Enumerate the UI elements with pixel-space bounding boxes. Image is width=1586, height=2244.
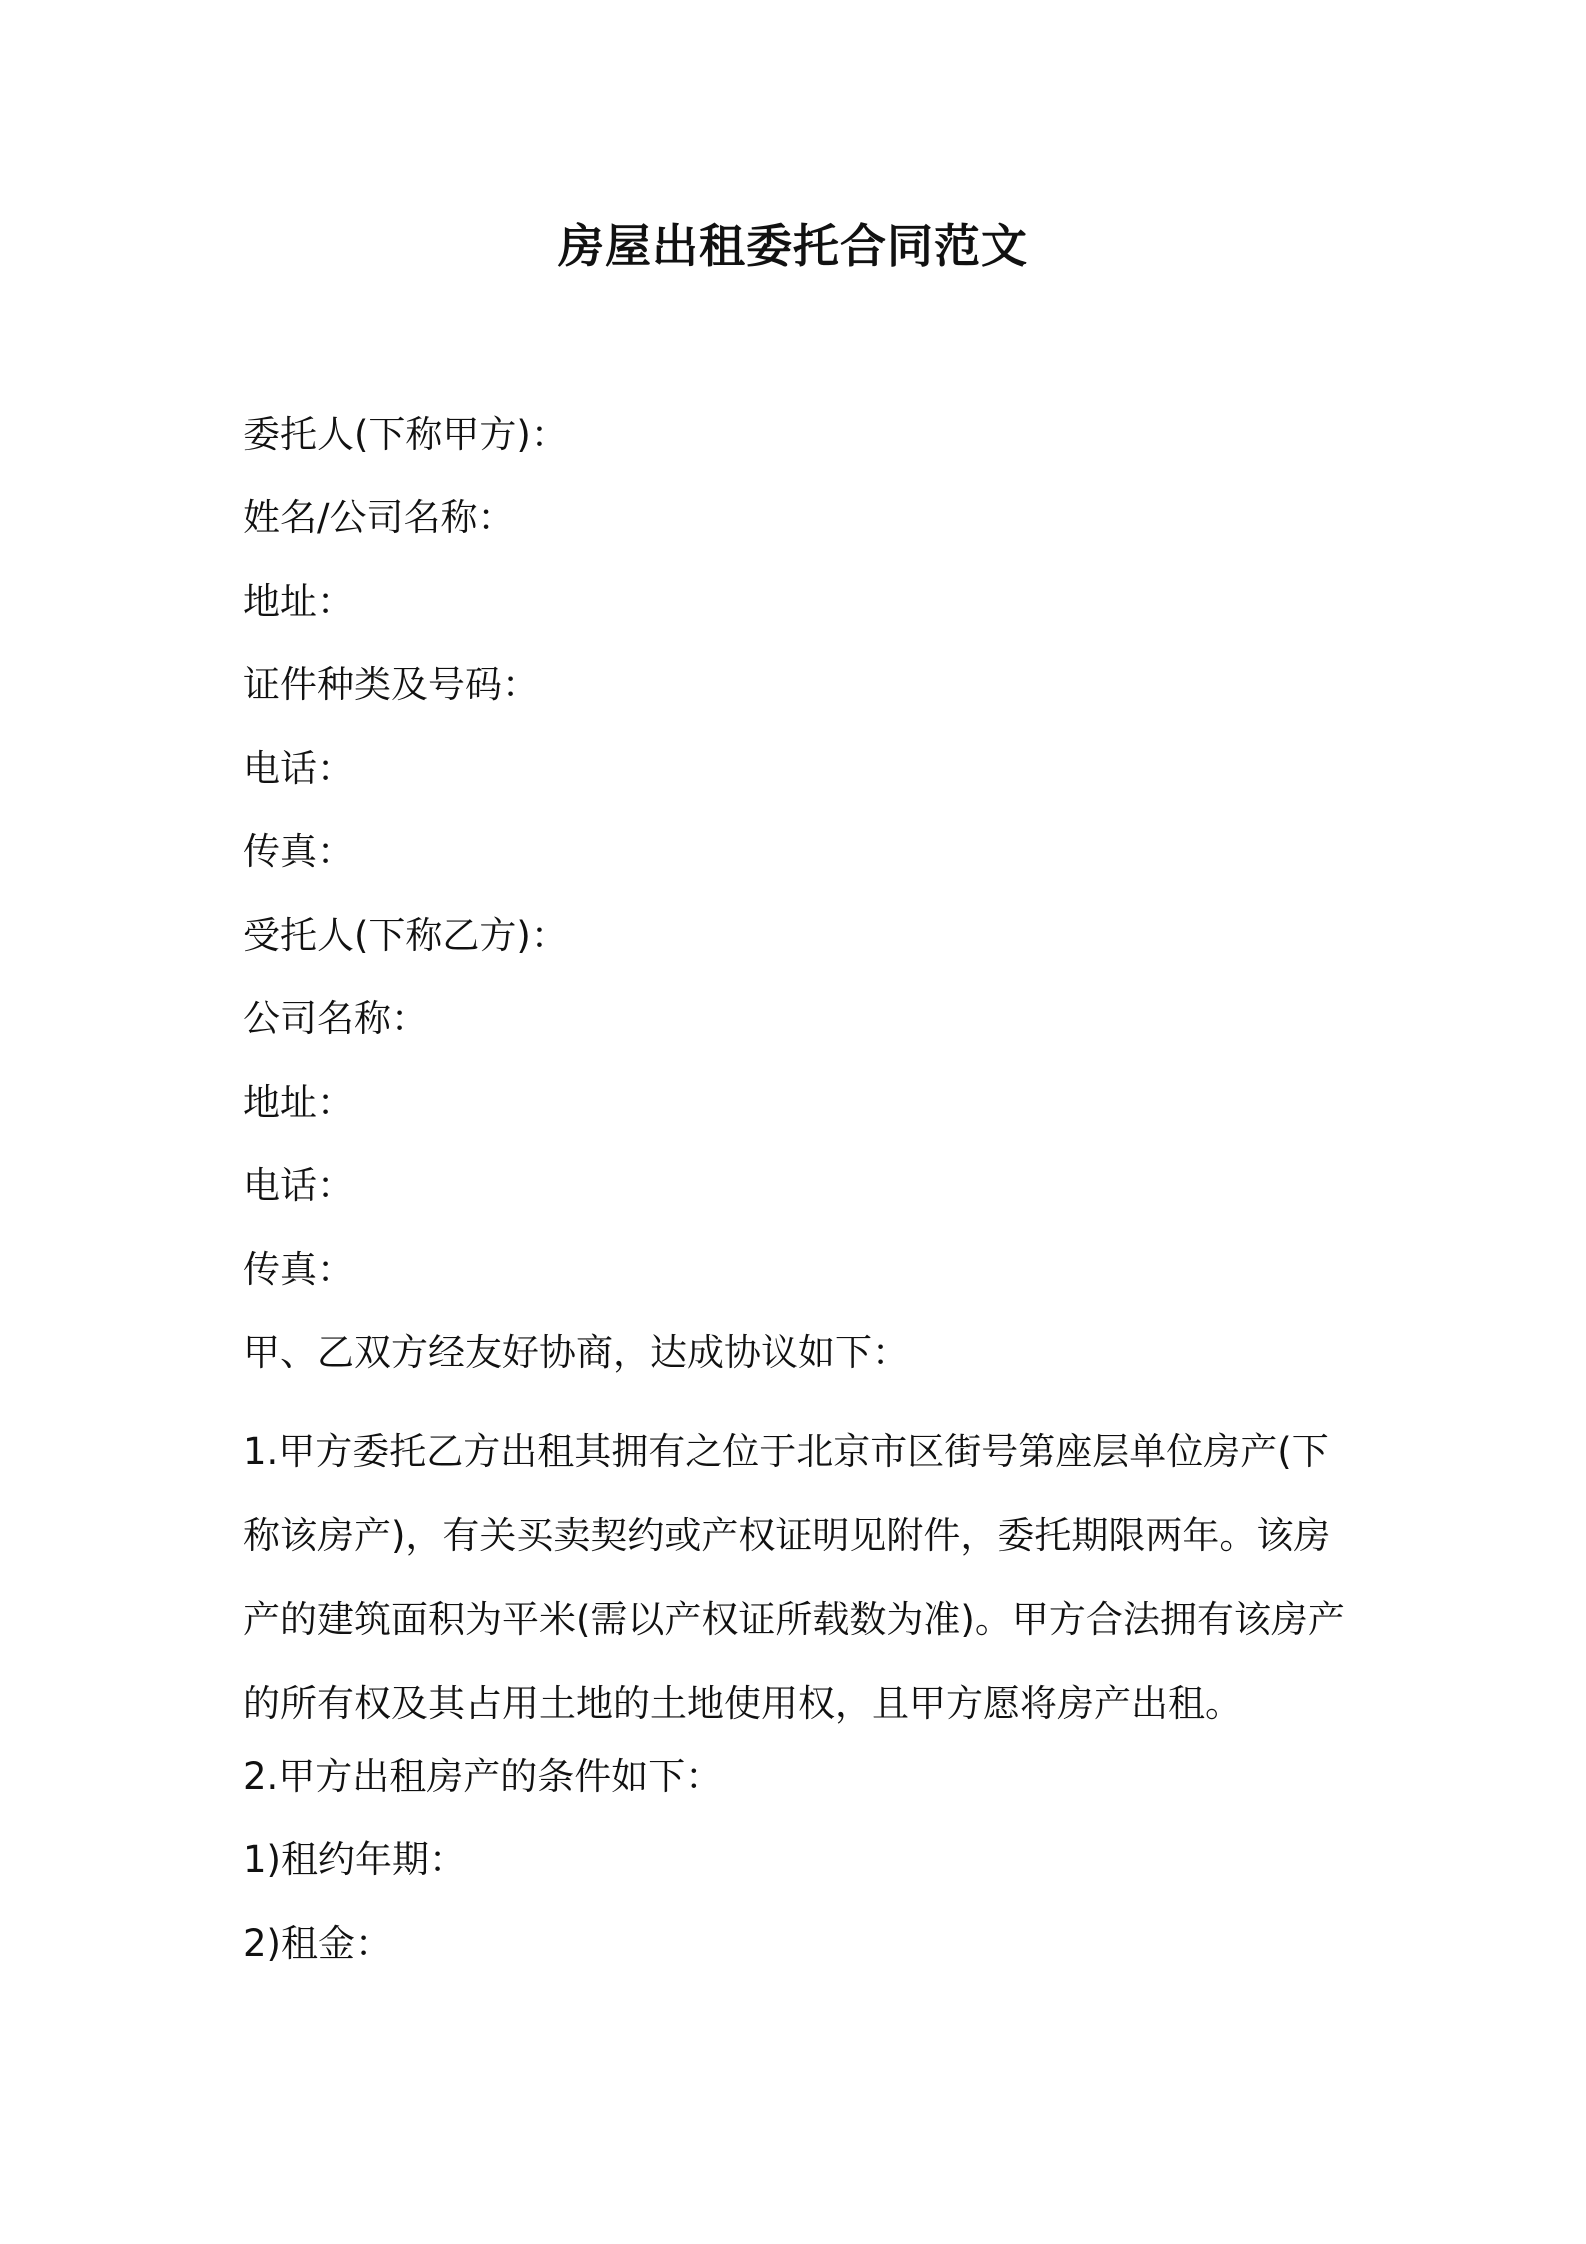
- party-b-phone-field: 电话：: [243, 1164, 354, 1207]
- document-title: 房屋出租委托合同范文: [558, 219, 1028, 273]
- party-a-id-field: 证件种类及号码：: [243, 663, 539, 706]
- party-b-company-field: 公司名称：: [243, 997, 428, 1040]
- clause-1-paragraph: 1.甲方委托乙方出租其拥有之位于北京市区街号第座层单位房产(下称该房产)，有关买卖契约或产权证明见附件，委托期限两年。该房产的建筑面积为平米(需以产权证所载数为准)。甲方合法拥有该房产的所有权及其占用土地的土地使用权，且甲方愿将房产出租。: [243, 1430, 1345, 1725]
- party-a-phone-field: 电话：: [243, 747, 354, 790]
- lease-term-item: 1)租约年期：: [243, 1838, 466, 1881]
- party-a-heading: 委托人(下称甲方)：: [243, 413, 568, 456]
- party-a-address-field: 地址：: [243, 580, 354, 623]
- party-b-fax-field: 传真：: [243, 1248, 354, 1291]
- party-a-name-field: 姓名/公司名称：: [243, 496, 515, 539]
- party-b-address-field: 地址：: [243, 1081, 354, 1124]
- party-b-heading: 受托人(下称乙方)：: [243, 914, 568, 957]
- clause-2-heading: 2.甲方出租房产的条件如下：: [243, 1755, 723, 1798]
- agreement-intro: 甲、乙双方经友好协商，达成协议如下：: [243, 1331, 909, 1374]
- rent-item: 2)租金：: [243, 1922, 392, 1965]
- party-a-fax-field: 传真：: [243, 830, 354, 873]
